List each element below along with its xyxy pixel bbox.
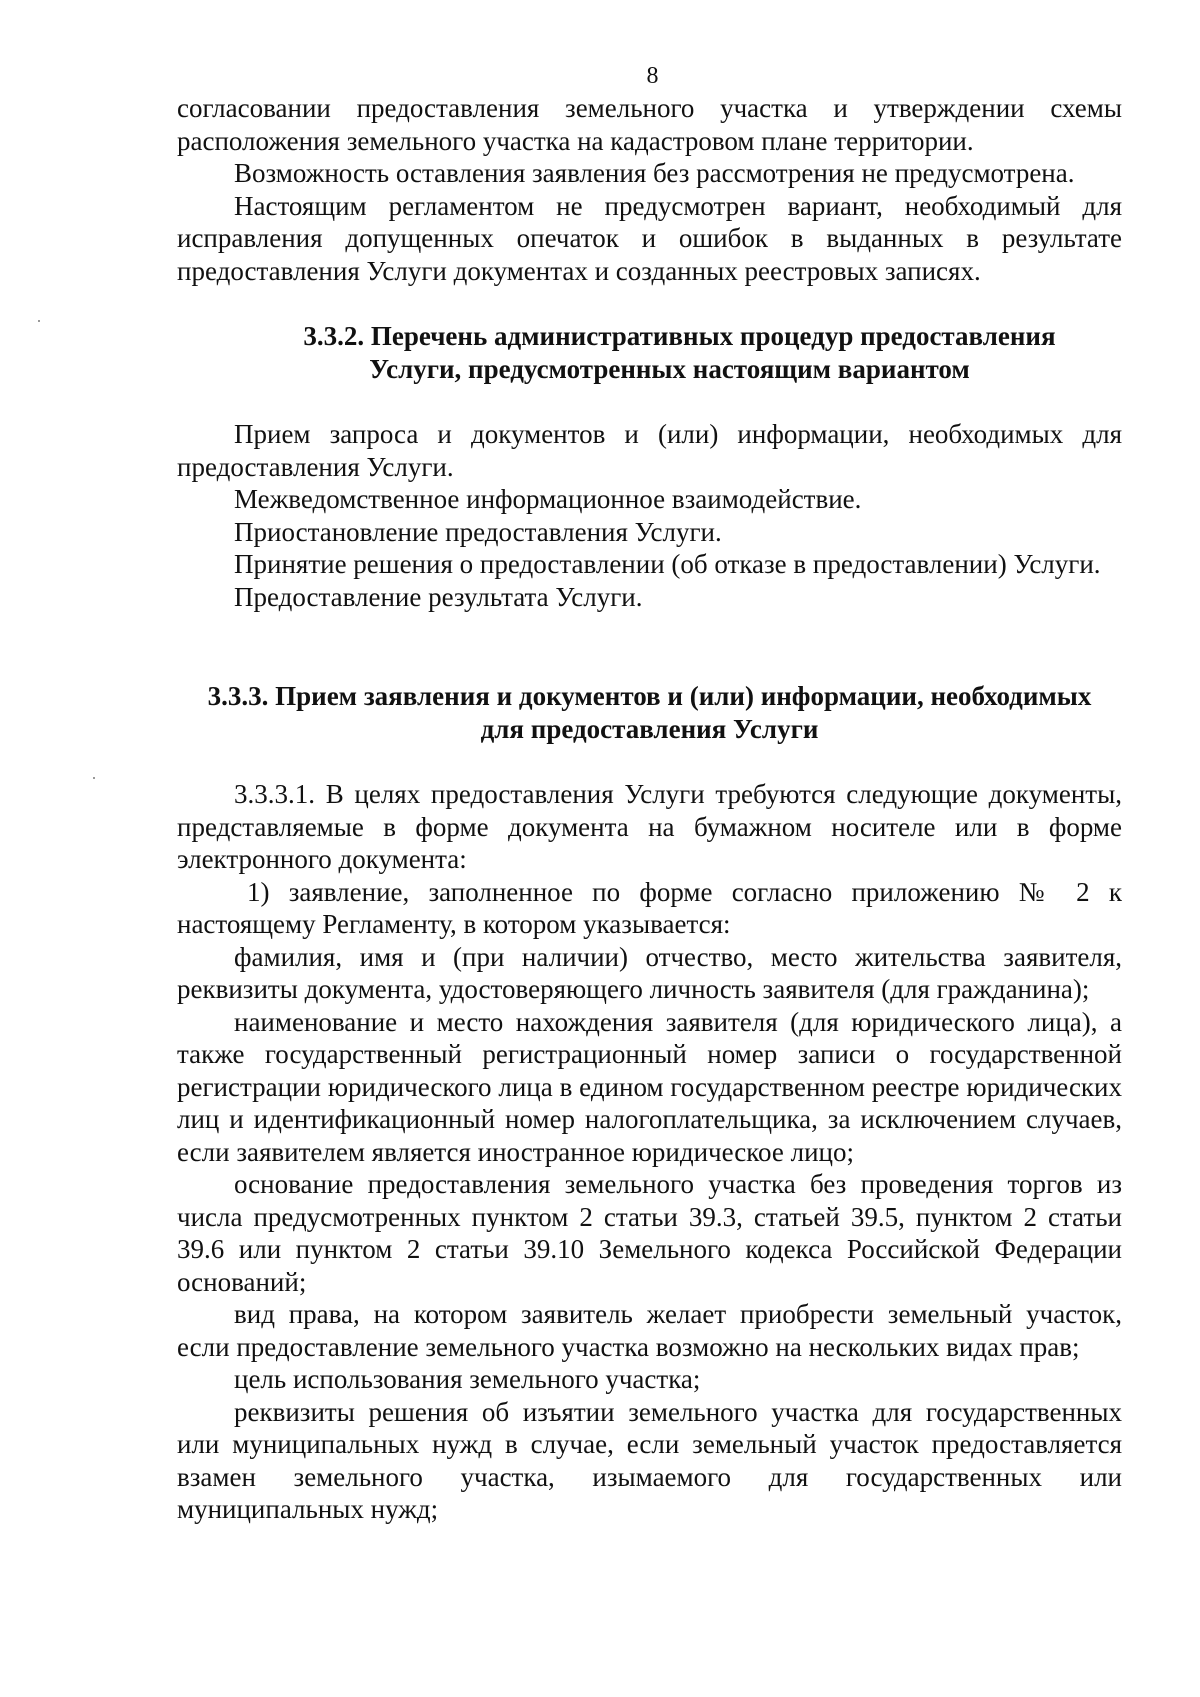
paragraph: основание предоставления земельного участка без проведения торгов из числа предусмотренных пунктом 2 статьи 39.3, статьей 39.5, пунктом 2 статьи 39.6 или пунктом 2 статьи 39.10 Земельного кодекса Российской Федерации оснований;: [177, 1169, 1122, 1297]
list-item: Прием запроса и документов и (или) информации, необходимых для предоставления Услуги.: [177, 419, 1122, 482]
paragraph: Настоящим регламентом не предусмотрен вариант, необходимый для исправления допущенных опечаток и ошибок в выданных в результате предоставления Услуги документах и созданных реестровых записях.: [177, 190, 1122, 286]
page-number: 8: [646, 63, 659, 89]
intro-block: [177, 92, 1122, 287]
section-heading-3-3-3: [177, 680, 1122, 745]
list-item: Межведомственное информационное взаимодействие.: [234, 484, 862, 514]
scan-speck: [93, 777, 95, 779]
list-item: Принятие решения о предоставлении (об отказе в предоставлении) Услуги.: [234, 549, 1101, 579]
paragraph: 1) заявление, заполненное по форме согласно приложению № 2 к настоящему Регламенту, в котором указывается:: [177, 876, 1122, 939]
list-item: Приостановление предоставления Услуги.: [234, 516, 722, 547]
paragraph: согласовании предоставления земельного участка и утверждении схемы расположения земельного участка на кадастровом плане территории.: [177, 93, 1122, 156]
scan-speck: [38, 320, 40, 322]
paragraph: наименование и место нахождения заявителя (для юридического лица), а также государственный регистрационный номер записи о государственной регистрации юридического лица в едином государственном реестре юридических лиц и идентификационный номер налогоплательщика, за исключением случаев, если заявителем является иностранное юридическое лицо;: [177, 1006, 1122, 1167]
heading-line: Услуги, предусмотренных настоящим вариантом: [369, 353, 970, 384]
list-item: Предоставление результата Услуги.: [234, 581, 643, 612]
paragraph: фамилия, имя и (при наличии) отчество, место жительства заявителя, реквизиты документа, удостоверяющего личность заявителя (для гражданина);: [177, 941, 1122, 1004]
heading-line: 3.3.3. Прием заявления и документов и (или) информации, необходимых: [207, 681, 1092, 711]
procedures-list: [177, 418, 1122, 613]
paragraph: реквизиты решения об изъятии земельного участка для государственных или муниципальных нужд в случае, если земельный участок предоставляется взамен земельного участка, изымаемого для государственных или муниципальных нужд;: [177, 1396, 1122, 1524]
paragraph: Возможность оставления заявления без рассмотрения не предусмотрена.: [234, 158, 1075, 188]
body-block: [177, 778, 1122, 1526]
paragraph: 3.3.3.1. В целях предоставления Услуги требуются следующие документы, представляемые в форме документа на бумажном носителе или в форме электронного документа:: [177, 779, 1122, 874]
heading-line: для предоставления Услуги: [480, 713, 819, 744]
section-heading-3-3-2: [177, 320, 1122, 385]
paragraph: вид права, на котором заявитель желает приобрести земельный участок, если предоставление земельного участка возможно на нескольких видах прав;: [177, 1299, 1122, 1362]
heading-line: 3.3.2. Перечень административных процедур предоставления: [303, 321, 1056, 351]
paragraph: цель использования земельного участка;: [234, 1364, 701, 1394]
